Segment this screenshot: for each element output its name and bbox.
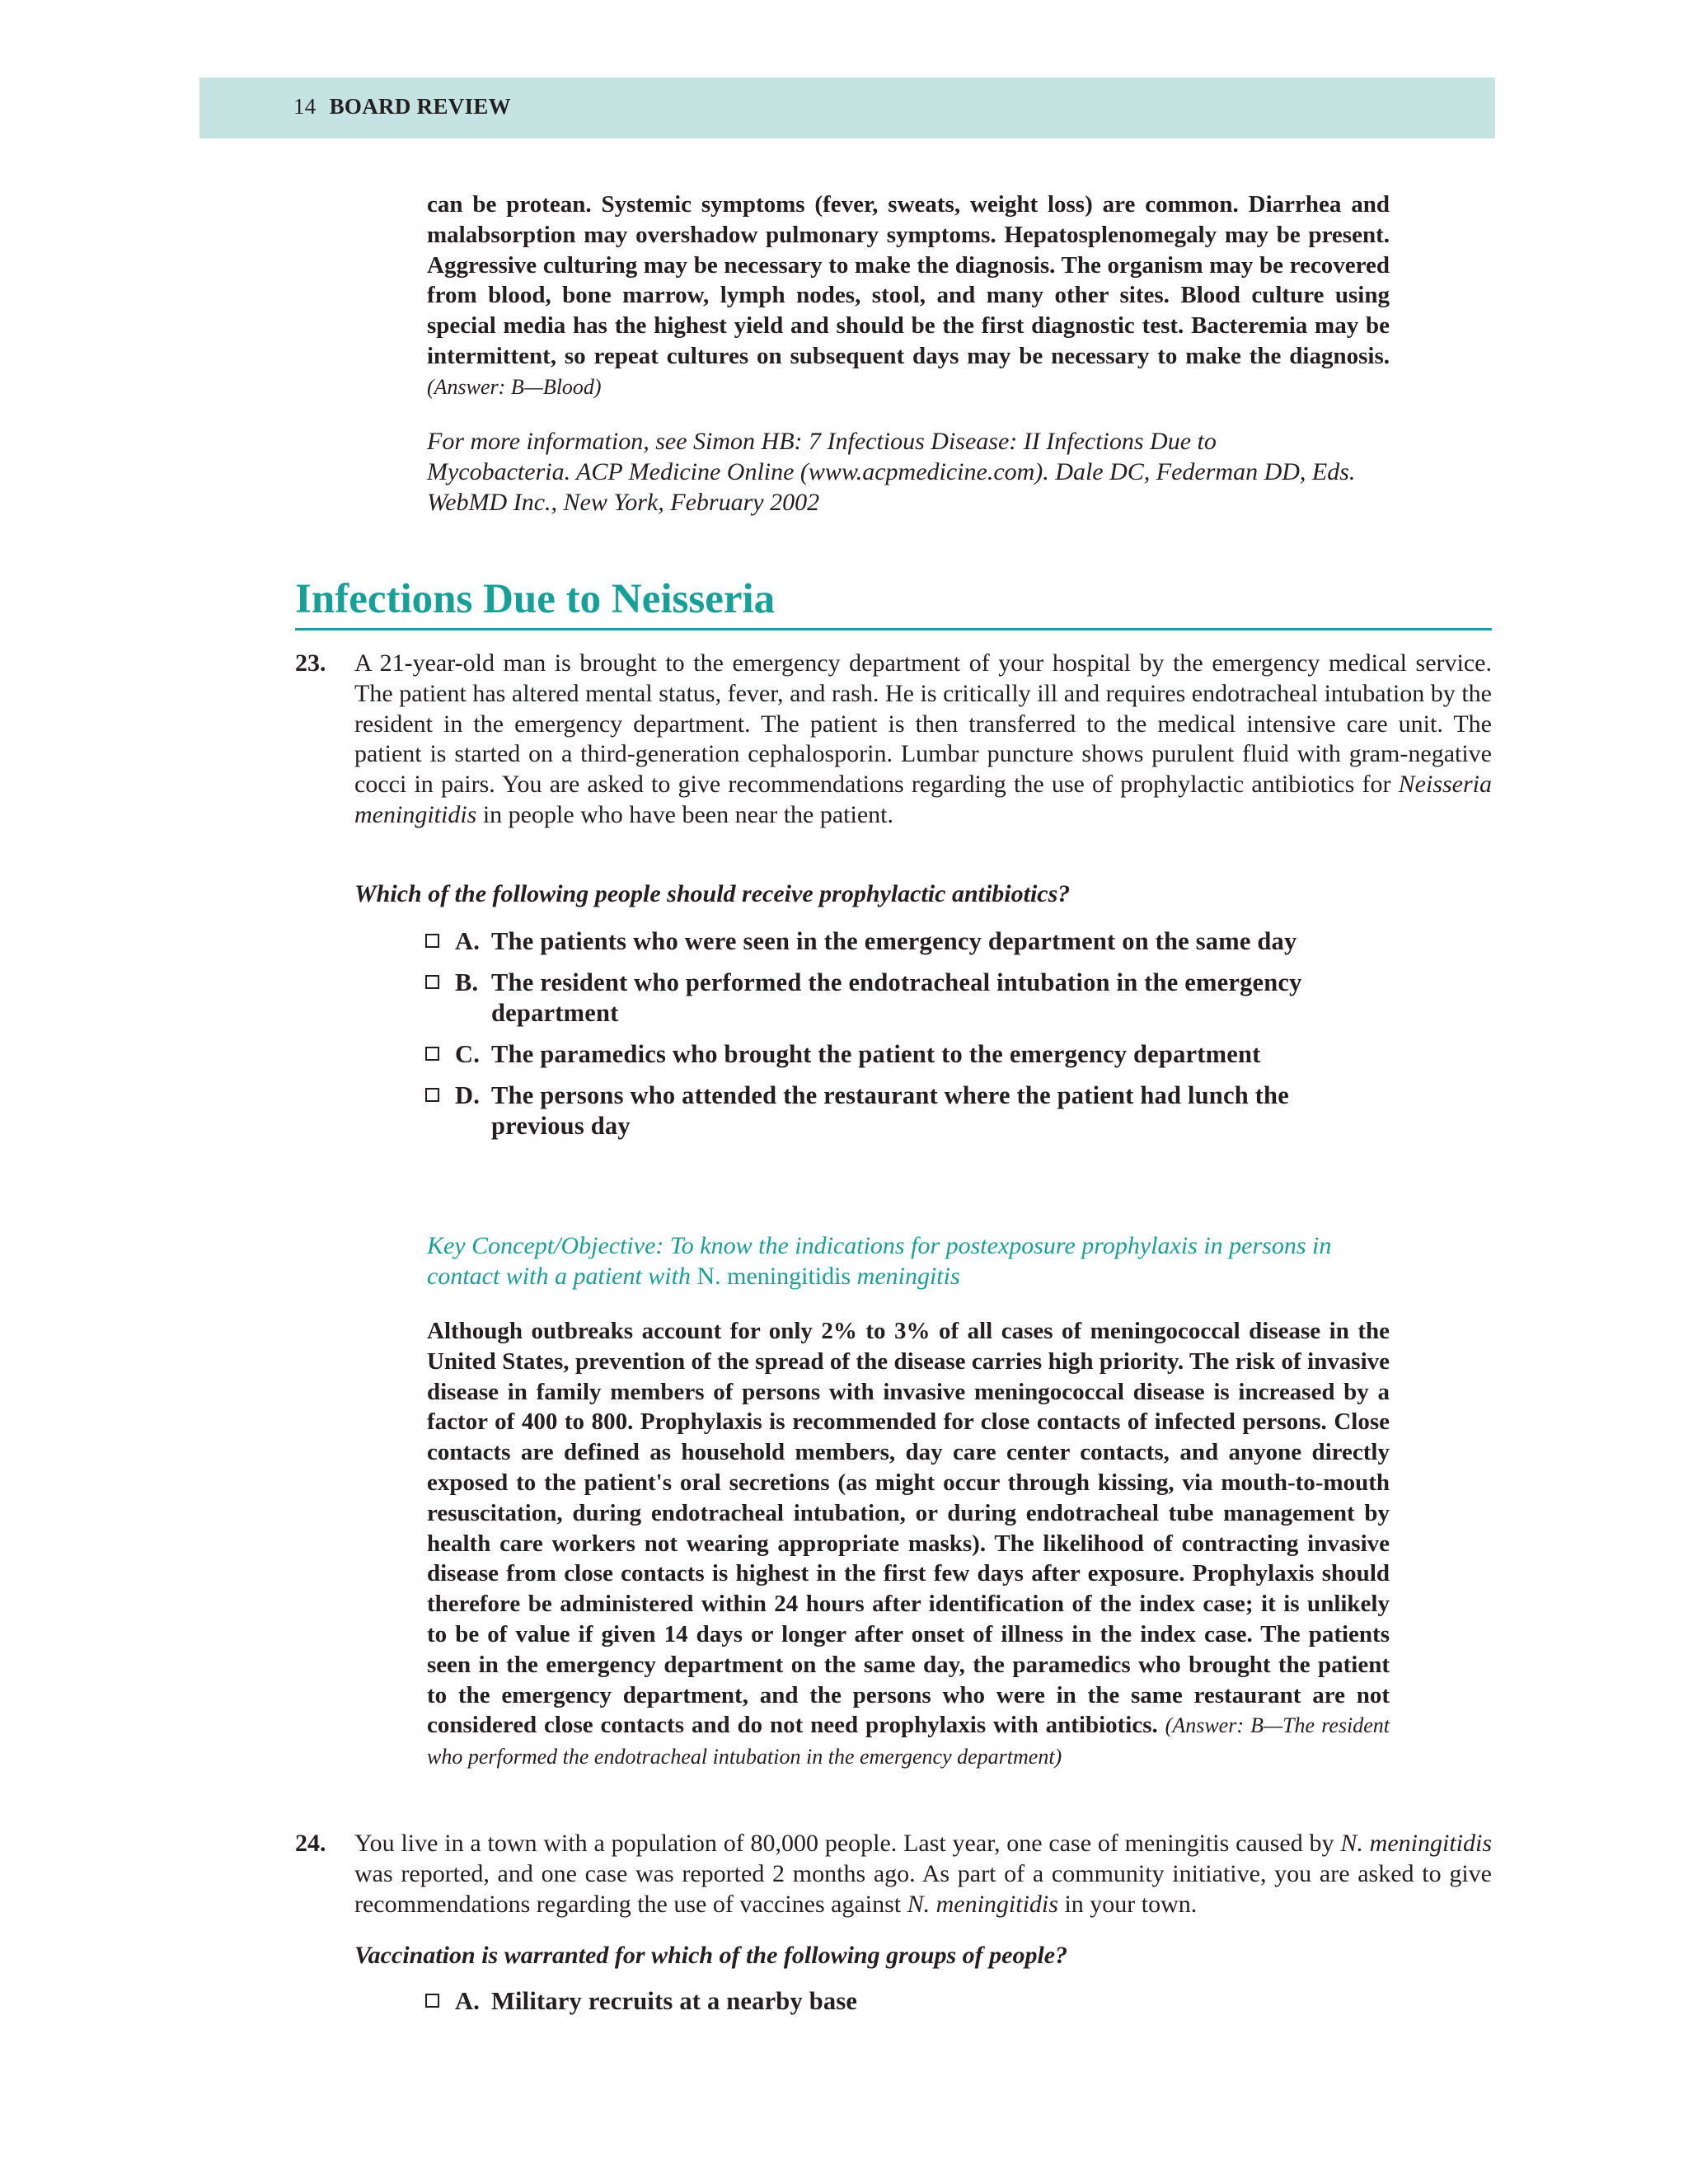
- explanation: [427, 1316, 1390, 1773]
- checkbox-icon[interactable]: [425, 1047, 439, 1061]
- reference-text: For more information, see Simon HB: 7 Infectious Disease: II Infections Due to Mycobacteria. ACP Medicine Online (www.acpmedicine.com). Dale DC, Federman DD, Eds. WebMD Inc., New York, February 2002: [427, 428, 1356, 516]
- continued-explanation: [427, 190, 1390, 403]
- question-prompt: Which of the following people should receive prophylactic antibiotics?: [354, 880, 1071, 907]
- section-title: Infections Due to Neisseria: [295, 575, 1492, 630]
- checkbox-icon[interactable]: [425, 1088, 439, 1102]
- question-24: [295, 1829, 1492, 1919]
- checkbox-icon[interactable]: [425, 934, 439, 948]
- option-a[interactable]: A. The patients who were seen in the emergency department on the same day: [425, 926, 1332, 957]
- organism-name: Neisseria meningitidis: [354, 771, 1493, 828]
- checkbox-icon[interactable]: [425, 975, 439, 989]
- running-header: [293, 94, 511, 120]
- checkbox-icon[interactable]: [425, 1994, 439, 2008]
- question-number: 23.: [295, 649, 326, 677]
- option-c[interactable]: C. The paramedics who brought the patient to the emergency department: [425, 1039, 1332, 1070]
- question-23: [295, 649, 1492, 831]
- answer-options: [425, 926, 1332, 1152]
- running-header-title: BOARD REVIEW: [329, 94, 511, 119]
- option-b[interactable]: B. The resident who performed the endotracheal intubation in the emergency department: [425, 968, 1332, 1029]
- question-number: 24.: [295, 1830, 326, 1857]
- question-stem: You live in a town with a population of 80,000 people. Last year, one case of meningitis caused by N. meningitidis was reported, and one case was reported 2 months ago. As part of a community initiative, you are asked to give recommendations regarding the use of vaccines against N. meningitidis in your town.: [354, 1830, 1493, 1918]
- question-stem: A 21-year-old man is brought to the emergency department of your hospital by the emergency medical service. The patient has altered mental status, fever, and rash. He is critically ill and requires endotracheal intubation by the resident in the emergency department. The patient is then transferred to the medical intensive care unit. The patient is started on a third-generation cephalosporin. Lumbar puncture shows purulent fluid with gram-negative cocci in pairs. You are asked to give recommendations regarding the use of prophylactic antibiotics for Neisseria meningitidis in people who have been near the patient.: [354, 649, 1493, 828]
- answer-text: (Answer: B—Blood): [427, 374, 602, 399]
- option-d[interactable]: D. The persons who attended the restaurant where the patient had lunch the previous day: [425, 1080, 1332, 1141]
- option-a[interactable]: A. Military recruits at a nearby base: [425, 1986, 1332, 2017]
- key-concept: Key Concept/Objective: To know the indications for postexposure prophylaxis in persons in contact with a patient with N. meningitidis meningitis: [427, 1232, 1332, 1290]
- page-number: 14: [293, 94, 316, 119]
- reference: [427, 427, 1358, 518]
- question-prompt: Vaccination is warranted for which of the following groups of people?: [354, 1942, 1068, 1969]
- explanation-text: Although outbreaks account for only 2% to 3% of all cases of meningococcal disease in the United States, prevention of the spread of the disease carries high priority. The risk of invasive disease in family members of persons with invasive meningococcal disease is increased by a factor of 400 to 800. Prophylaxis is recommended for close contacts of infected persons. Close contacts are defined as household members, day care center contacts, and anyone directly exposed to the patient's oral secretions (as might occur through kissing, via mouth-to-mouth resuscitation, during endotracheal intubation, or during endotracheal tube management by health care workers not wearing appropriate masks). The likelihood of contracting invasive disease from close contacts is highest in the first few days after exposure. Prophylaxis should therefore be administered within 24 hours after identification of the index case; it is unlikely to be of value if given 14 days or longer after onset of illness in the index case. The patients seen in the emergency department on the same day, the paramedics who brought the patient to the emergency department, and the persons who were in the same restaurant are not considered close contacts and do not need prophylaxis with antibiotics. (Answer: B—The resident who performed the endotracheal intubation in the emergency department): [427, 1318, 1390, 1769]
- answer-options: [425, 1986, 1332, 2027]
- answer-text: (Answer: B—The resident who performed the endotracheal intubation in the emergency department): [427, 1713, 1390, 1769]
- continued-explanation-text: can be protean. Systemic symptoms (fever, sweats, weight loss) are common. Diarrhea and malabsorption may overshadow pulmonary symptoms. Hepatosplenomegaly may be present. Aggressive culturing may be necessary to make the diagnosis. The organism may be recovered from blood, bone marrow, lymph nodes, stool, and many other sites. Blood culture using special media has the highest yield and should be the first diagnostic test. Bacteremia may be intermittent, so repeat cultures on subsequent days may be necessary to make the diagnosis. (Answer: B—Blood): [427, 191, 1390, 399]
